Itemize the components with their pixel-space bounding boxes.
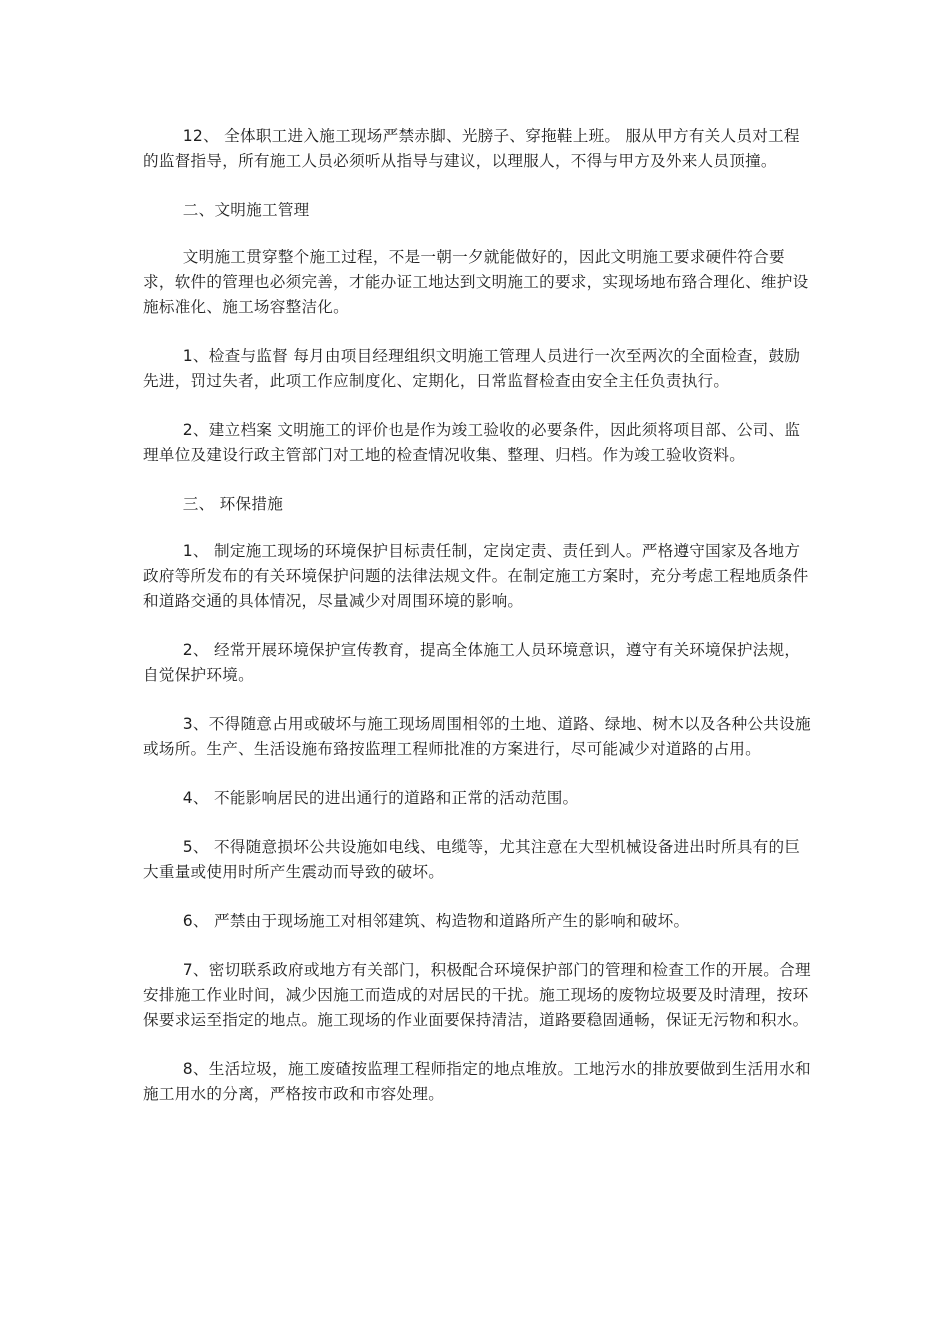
section-heading-civilized-construction: 二、文明施工管理 [182,201,310,219]
paragraph-env-6: 6、 严禁由于现场施工对相邻建筑、构造物和道路所产生的影响和破坏。 [182,912,690,930]
document-page [143,124,813,1131]
paragraph-env-1: 1、 制定施工现场的环境保护目标责任制，定岗定责、责任到人。严格遵守国家及各地方政府等所发布的有关环境保护问题的法律法规文件。在制定施工方案时，充分考虑工程地质条件和道路交通的具体情况，尽量减少对周围环境的影响。 [143,542,809,610]
paragraph-env-8: 8、生活垃圾，施工废碴按监理工程师指定的地点堆放。工地污水的排放要做到生活用水和施工用水的分离，严格按市政和市容处理。 [143,1060,811,1103]
paragraph-env-2: 2、 经常开展环境保护宣传教育，提高全体施工人员环境意识，遵守有关环境保护法规，自觉保护环境。 [143,641,801,684]
paragraph-civilized-intro: 文明施工贯穿整个施工过程，不是一朝一夕就能做好的，因此文明施工要求硬件符合要求，软件的管理也必须完善，才能办证工地达到文明施工的要求，实现场地布臵合理化、维护设施标准化、施工场容整洁化。 [143,248,809,316]
paragraph-inspection: 1、检查与监督 每月由项目经理组织文明施工管理人员进行一次至两次的全面检查，鼓励先进，罚过失者，此项工作应制度化、定期化，日常监督检查由安全主任负责执行。 [143,347,801,390]
paragraph-env-3: 3、不得随意占用或破坏与施工现场周围相邻的土地、道路、绿地、树木以及各种公共设施或场所。生产、生活设施布臵按监理工程师批准的方案进行，尽可能减少对道路的占用。 [143,715,811,758]
section-heading-environmental: 三、 环保措施 [182,495,284,513]
paragraph-env-5: 5、 不得随意损坏公共设施如电线、电缆等，尤其注意在大型机械设备进出时所具有的巨大重量或使用时所产生震动而导致的破坏。 [143,838,801,881]
paragraph-archive: 2、建立档案 文明施工的评价也是作为竣工验收的必要条件，因此须将项目部、公司、监理单位及建设行政主管部门对工地的检查情况收集、整理、归档。作为竣工验收资料。 [143,421,801,464]
paragraph-item-12: 12、 全体职工进入施工现场严禁赤脚、光膀子、穿拖鞋上班。 服从甲方有关人员对工程的监督指导，所有施工人员必须听从指导与建议，以理服人，不得与甲方及外来人员顶撞。 [143,127,800,170]
paragraph-env-7: 7、密切联系政府或地方有关部门，积极配合环境保护部门的管理和检查工作的开展。合理安排施工作业时间，减少因施工而造成的对居民的干扰。施工现场的废物垃圾要及时清理，按环保要求运至指定的地点。施工现场的作业面要保持清洁，道路要稳固通畅，保证无污物和积水。 [143,961,811,1029]
paragraph-env-4: 4、 不能影响居民的进出通行的道路和正常的活动范围。 [182,789,579,807]
